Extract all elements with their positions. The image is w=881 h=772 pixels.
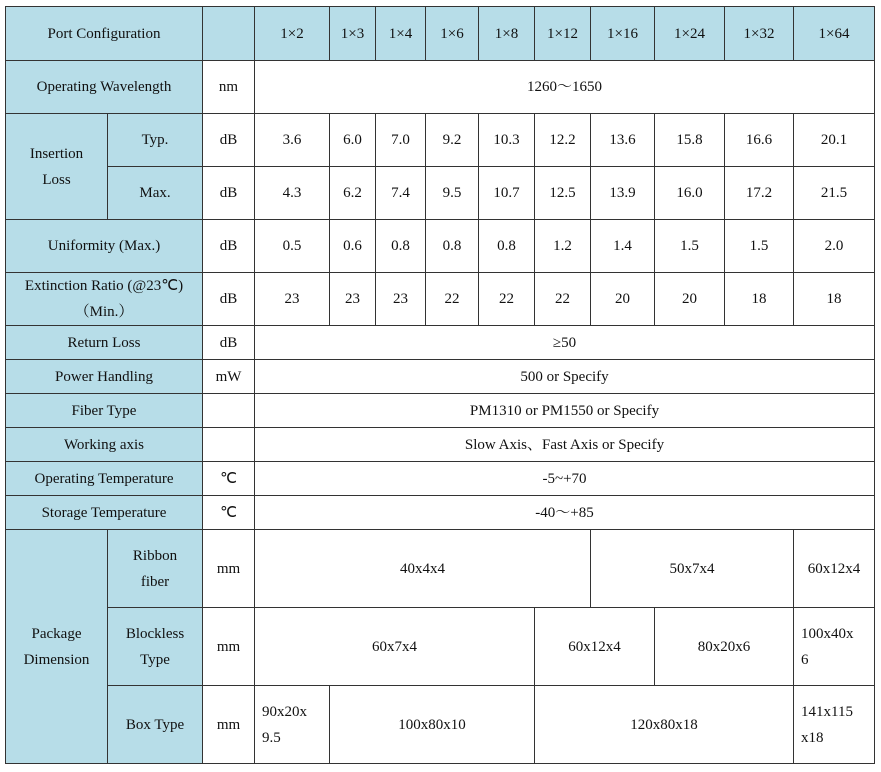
- power-handling-value: 500 or Specify: [255, 360, 875, 394]
- operating-temperature-label: Operating Temperature: [6, 462, 203, 496]
- working-axis-label: Working axis: [6, 428, 203, 462]
- extinction-ratio-value: 23: [376, 273, 426, 326]
- uniformity-value: 0.6: [330, 220, 376, 273]
- insertion-loss-max-value: 10.7: [479, 167, 535, 220]
- port-1x2: 1×2: [255, 7, 330, 61]
- extinction-ratio-row: [6, 273, 875, 326]
- extinction-ratio-value: 18: [725, 273, 794, 326]
- operating-temperature-value: -5~+70: [255, 462, 875, 496]
- return-loss-label: Return Loss: [6, 326, 203, 360]
- insertion-loss-max-value: 4.3: [255, 167, 330, 220]
- fiber-type-label: Fiber Type: [6, 394, 203, 428]
- insertion-loss-max-unit: dB: [203, 167, 255, 220]
- power-handling-row: [6, 360, 875, 394]
- operating-wavelength-unit: nm: [203, 61, 255, 114]
- extinction-ratio-value: 22: [535, 273, 591, 326]
- power-handling-label: Power Handling: [6, 360, 203, 394]
- blockless-type-size: 100x40x 6: [794, 608, 875, 686]
- insertion-loss-typ-value: 10.3: [479, 114, 535, 167]
- extinction-ratio-value: 23: [255, 273, 330, 326]
- uniformity-value: 1.4: [591, 220, 655, 273]
- box-type-size: 90x20x 9.5: [255, 686, 330, 764]
- port-1x24: 1×24: [655, 7, 725, 61]
- insertion-loss-max-value: 7.4: [376, 167, 426, 220]
- extinction-ratio-value: 22: [426, 273, 479, 326]
- insertion-loss-max-value: 12.5: [535, 167, 591, 220]
- blockless-type-unit: mm: [203, 608, 255, 686]
- blockless-type-label: Blockless Type: [108, 608, 203, 686]
- extinction-ratio-unit: dB: [203, 273, 255, 326]
- return-loss-row: [6, 326, 875, 360]
- insertion-loss-typ-unit: dB: [203, 114, 255, 167]
- port-1x6: 1×6: [426, 7, 479, 61]
- uniformity-unit: dB: [203, 220, 255, 273]
- unit-header-cell: [203, 7, 255, 61]
- insertion-loss-typ-value: 3.6: [255, 114, 330, 167]
- storage-temperature-value: -40～+85: [255, 496, 875, 530]
- storage-temperature-label: Storage Temperature: [6, 496, 203, 530]
- port-1x12: 1×12: [535, 7, 591, 61]
- ribbon-fiber-size: 40x4x4: [255, 530, 591, 608]
- operating-temperature-unit: ℃: [203, 462, 255, 496]
- box-type-unit: mm: [203, 686, 255, 764]
- box-type-size: 141x115 x18: [794, 686, 875, 764]
- extinction-ratio-value: 18: [794, 273, 875, 326]
- ribbon-fiber-row: [6, 530, 875, 608]
- power-handling-unit: mW: [203, 360, 255, 394]
- uniformity-value: 1.2: [535, 220, 591, 273]
- operating-temperature-row: [6, 462, 875, 496]
- insertion-loss-typ-value: 6.0: [330, 114, 376, 167]
- spec-table: [5, 6, 875, 764]
- extinction-ratio-value: 23: [330, 273, 376, 326]
- port-1x4: 1×4: [376, 7, 426, 61]
- working-axis-value: Slow Axis、Fast Axis or Specify: [255, 428, 875, 462]
- blockless-type-size: 60x7x4: [255, 608, 535, 686]
- insertion-loss-typ-value: 7.0: [376, 114, 426, 167]
- box-type-row: [6, 686, 875, 764]
- box-type-size: 120x80x18: [535, 686, 794, 764]
- insertion-loss-typ-value: 20.1: [794, 114, 875, 167]
- insertion-loss-max-value: 9.5: [426, 167, 479, 220]
- insertion-loss-max-label: Max.: [108, 167, 203, 220]
- insertion-loss-max-value: 6.2: [330, 167, 376, 220]
- box-type-label: Box Type: [108, 686, 203, 764]
- insertion-loss-typ-label: Typ.: [108, 114, 203, 167]
- blockless-type-row: [6, 608, 875, 686]
- insertion-loss-max-value: 21.5: [794, 167, 875, 220]
- insertion-loss-typ-value: 13.6: [591, 114, 655, 167]
- port-1x16: 1×16: [591, 7, 655, 61]
- blockless-type-size: 80x20x6: [655, 608, 794, 686]
- insertion-loss-max-value: 17.2: [725, 167, 794, 220]
- box-type-size: 100x80x10: [330, 686, 535, 764]
- insertion-loss-max-value: 16.0: [655, 167, 725, 220]
- fiber-type-unit: [203, 394, 255, 428]
- insertion-loss-typ-value: 16.6: [725, 114, 794, 167]
- insertion-loss-typ-value: 15.8: [655, 114, 725, 167]
- return-loss-value: ≥50: [255, 326, 875, 360]
- working-axis-unit: [203, 428, 255, 462]
- insertion-loss-typ-value: 12.2: [535, 114, 591, 167]
- uniformity-value: 0.8: [376, 220, 426, 273]
- operating-wavelength-label: Operating Wavelength: [6, 61, 203, 114]
- insertion-loss-max-row: [6, 167, 875, 220]
- fiber-type-row: [6, 394, 875, 428]
- uniformity-value: 0.8: [479, 220, 535, 273]
- uniformity-row: [6, 220, 875, 273]
- ribbon-fiber-size: 50x7x4: [591, 530, 794, 608]
- uniformity-value: 0.5: [255, 220, 330, 273]
- port-1x3: 1×3: [330, 7, 376, 61]
- ribbon-fiber-unit: mm: [203, 530, 255, 608]
- port-1x32: 1×32: [725, 7, 794, 61]
- blockless-type-size: 60x12x4: [535, 608, 655, 686]
- insertion-loss-max-value: 13.9: [591, 167, 655, 220]
- extinction-ratio-value: 22: [479, 273, 535, 326]
- storage-temperature-unit: ℃: [203, 496, 255, 530]
- uniformity-label: Uniformity (Max.): [6, 220, 203, 273]
- port-1x64: 1×64: [794, 7, 875, 61]
- ribbon-fiber-size: 60x12x4: [794, 530, 875, 608]
- storage-temperature-row: [6, 496, 875, 530]
- ribbon-fiber-label: Ribbon fiber: [108, 530, 203, 608]
- fiber-type-value: PM1310 or PM1550 or Specify: [255, 394, 875, 428]
- working-axis-row: [6, 428, 875, 462]
- extinction-ratio-value: 20: [655, 273, 725, 326]
- uniformity-value: 1.5: [655, 220, 725, 273]
- return-loss-unit: dB: [203, 326, 255, 360]
- uniformity-value: 2.0: [794, 220, 875, 273]
- insertion-loss-typ-value: 9.2: [426, 114, 479, 167]
- operating-wavelength-value: 1260～1650: [255, 61, 875, 114]
- uniformity-value: 1.5: [725, 220, 794, 273]
- uniformity-value: 0.8: [426, 220, 479, 273]
- operating-wavelength-row: [6, 61, 875, 114]
- package-dimension-label: Package Dimension: [6, 530, 108, 764]
- extinction-ratio-value: 20: [591, 273, 655, 326]
- insertion-loss-label: Insertion Loss: [6, 114, 108, 220]
- insertion-loss-typ-row: [6, 114, 875, 167]
- port-1x8: 1×8: [479, 7, 535, 61]
- port-configuration-label: Port Configuration: [6, 7, 203, 61]
- extinction-ratio-label: Extinction Ratio (@23℃) （Min.）: [6, 273, 203, 326]
- header-row: [6, 7, 875, 61]
